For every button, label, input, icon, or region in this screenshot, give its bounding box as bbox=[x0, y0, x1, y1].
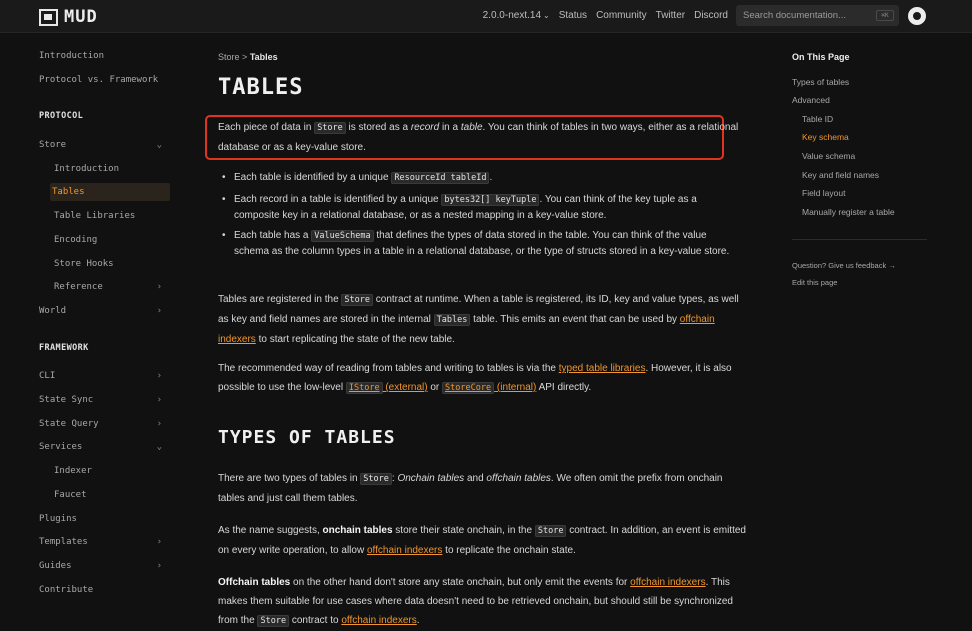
istore-link[interactable]: IStore (external) bbox=[346, 382, 428, 393]
sidebar-item-indexer[interactable]: Indexer bbox=[54, 466, 92, 476]
sidebar-item-faucet[interactable]: Faucet bbox=[54, 490, 87, 500]
toc-item-types-of-tables[interactable]: Types of tables bbox=[792, 77, 850, 87]
toc-divider bbox=[792, 239, 927, 240]
chevron-right-icon: › bbox=[156, 395, 162, 405]
sidebar-item-store-hooks[interactable]: Store Hooks bbox=[54, 259, 114, 269]
breadcrumb-current: Tables bbox=[249, 52, 278, 62]
chevron-right-icon: › bbox=[156, 371, 162, 381]
sidebar bbox=[0, 33, 185, 631]
search-box[interactable] bbox=[736, 5, 899, 26]
top-bar bbox=[0, 0, 972, 33]
sidebar-item-state-sync[interactable]: State Sync › bbox=[39, 391, 170, 409]
chevron-down-icon: ⌄ bbox=[156, 140, 162, 150]
offchain-paragraph: Offchain tables on the other hand don't store any state onchain, but only emit the events for offchain indexers. This makes them suitable for use cases where data doesn't need to be retrieved onchain, but should still be synchronized from the Store contract to offchain indexers. bbox=[218, 577, 733, 626]
typed-table-libraries-link[interactable]: typed table libraries bbox=[558, 363, 646, 374]
sidebar-heading-framework: FRAMEWORK bbox=[39, 343, 89, 353]
chevron-right-icon: › bbox=[156, 282, 162, 292]
toc-item-value-schema[interactable]: Value schema bbox=[802, 151, 856, 161]
mud-logo-icon bbox=[39, 9, 58, 26]
section-heading-types-of-tables: TYPES OF TABLES bbox=[218, 427, 396, 448]
recommended-paragraph: The recommended way of reading from tables and writing to tables is via the typed table libraries. However, it is also possible to use the low-level IStore (external) or StoreCore (internal) API directly. bbox=[218, 363, 732, 393]
offchain-indexers-link[interactable]: offchain indexers bbox=[630, 577, 706, 588]
offchain-indexers-link[interactable]: offchain indexers bbox=[366, 545, 443, 556]
search-input[interactable] bbox=[743, 9, 871, 22]
nav-link-community[interactable]: Community bbox=[596, 10, 647, 21]
toc-title: On This Page bbox=[792, 52, 850, 62]
toc-item-table-id[interactable]: Table ID bbox=[802, 114, 834, 124]
breadcrumb: Store > Tables bbox=[218, 52, 278, 62]
sidebar-heading-protocol: PROTOCOL bbox=[39, 111, 84, 121]
toc-item-field-layout[interactable]: Field layout bbox=[802, 188, 846, 198]
github-icon[interactable] bbox=[908, 7, 926, 25]
nav-link-discord[interactable]: Discord bbox=[694, 10, 728, 21]
sidebar-item-encoding[interactable]: Encoding bbox=[54, 235, 98, 245]
sidebar-item-templates[interactable]: Templates › bbox=[39, 533, 170, 551]
chevron-right-icon: › bbox=[156, 306, 162, 316]
onchain-paragraph: As the name suggests, onchain tables store their state onchain, in the Store contract. In addition, an event is emitted on every write operation, to allow offchain indexers to replicate the onchain state. bbox=[218, 525, 746, 556]
sidebar-item-state-query[interactable]: State Query › bbox=[39, 415, 170, 433]
chevron-right-icon: › bbox=[156, 537, 162, 547]
sidebar-item-cli[interactable]: CLI › bbox=[39, 367, 170, 385]
page-title: TABLES bbox=[218, 75, 304, 100]
logo[interactable] bbox=[39, 7, 98, 27]
toc-item-key-schema[interactable]: Key schema bbox=[802, 132, 849, 142]
sidebar-item-world[interactable]: World › bbox=[39, 302, 170, 320]
sidebar-item-store-introduction[interactable]: Introduction bbox=[54, 164, 120, 174]
edit-page-link[interactable]: Edit this page bbox=[792, 278, 838, 287]
version-selector[interactable]: 2.0.0-next.14 ⌄ bbox=[482, 10, 550, 21]
brand-name: MUD bbox=[64, 7, 98, 27]
chevron-right-icon: › bbox=[156, 561, 162, 571]
intro-paragraph: Each piece of data in Store is stored as a record in a table. You can think of tables in two ways, either as a relational database or as a key-value store. bbox=[218, 122, 739, 153]
feedback-link[interactable]: Question? Give us feedback → bbox=[792, 261, 896, 270]
top-nav bbox=[483, 10, 728, 21]
types-paragraph: There are two types of tables in Store : Onchain tables and offchain tables. We often omit the prefix from onchain tables and just call them tables. bbox=[218, 473, 723, 504]
nav-link-status[interactable]: Status bbox=[558, 10, 588, 21]
sidebar-item-guides[interactable]: Guides › bbox=[39, 557, 170, 575]
sidebar-item-services[interactable]: Services ⌄ bbox=[39, 438, 170, 456]
storecore-link[interactable]: StoreCore (internal) bbox=[442, 382, 536, 393]
offchain-indexers-link[interactable]: offchain indexers bbox=[341, 615, 417, 626]
sidebar-item-store[interactable]: Store ⌄ bbox=[39, 136, 170, 154]
sidebar-item-protocol-vs-framework[interactable]: Protocol vs. Framework bbox=[39, 75, 159, 85]
toc-item-manually-register[interactable]: Manually register a table bbox=[802, 207, 895, 217]
search-shortcut: ⌘K bbox=[876, 10, 894, 21]
chevron-right-icon: › bbox=[156, 419, 162, 429]
sidebar-item-reference[interactable]: Reference › bbox=[54, 278, 170, 296]
sidebar-item-tables[interactable]: Tables bbox=[50, 183, 170, 201]
sidebar-item-table-libraries[interactable]: Table Libraries bbox=[54, 211, 136, 221]
sidebar-item-contribute[interactable]: Contribute bbox=[39, 585, 94, 595]
chevron-down-icon: ⌄ bbox=[543, 11, 550, 20]
toc-item-key-and-field-names[interactable]: Key and field names bbox=[802, 170, 880, 180]
offchain-indexers-link[interactable]: offchain indexers bbox=[218, 314, 715, 345]
toc-item-advanced[interactable]: Advanced bbox=[792, 95, 830, 105]
registered-paragraph: Tables are registered in the Store contract at runtime. When a table is registered, its ID, key and value types, as well as key and field names are stored in the internal Tables table. This emits an event that can be used by offchain indexers to start replicating the state of the new table. bbox=[218, 294, 739, 345]
sidebar-item-plugins[interactable]: Plugins bbox=[39, 514, 77, 524]
sidebar-item-introduction[interactable]: Introduction bbox=[39, 51, 105, 61]
nav-link-twitter[interactable]: Twitter bbox=[655, 10, 686, 21]
chevron-down-icon: ⌄ bbox=[156, 442, 162, 452]
breadcrumb-store[interactable]: Store bbox=[218, 52, 240, 62]
